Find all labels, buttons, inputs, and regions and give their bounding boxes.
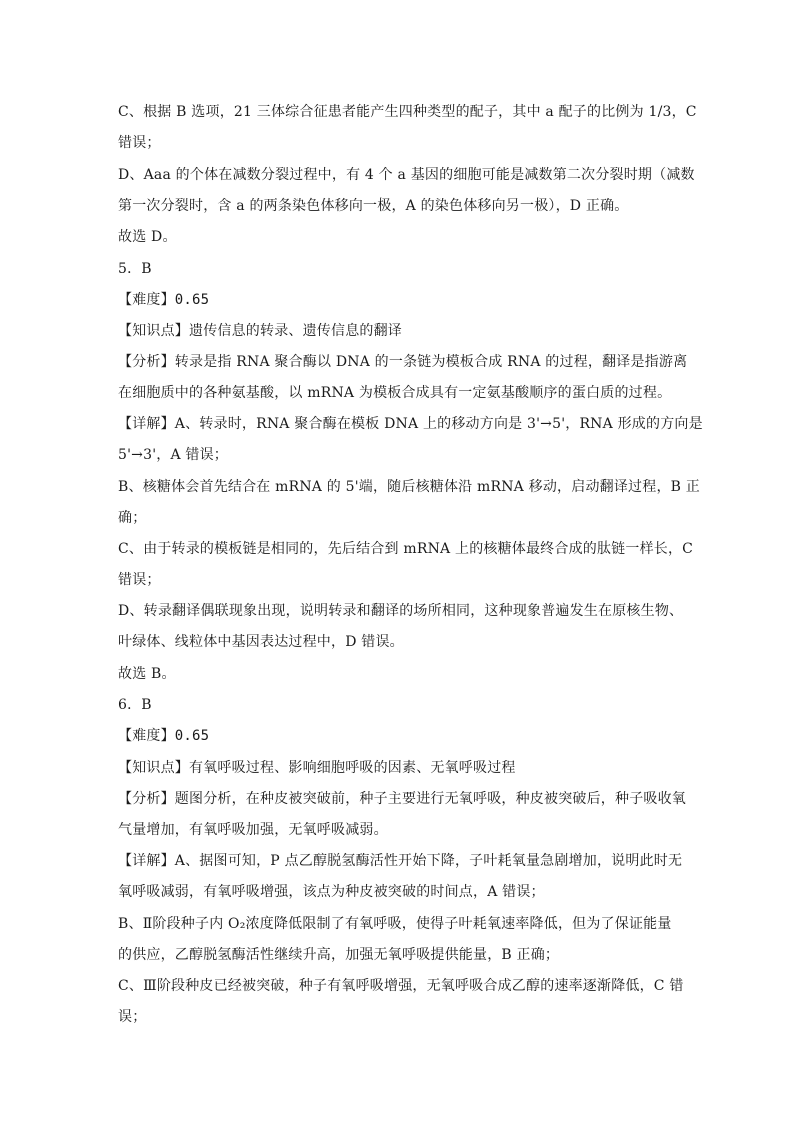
text-line: 在细胞质中的各种氨基酸，以 mRNA 为模板合成具有一定氨基酸顺序的蛋白质的过程。 (118, 385, 672, 401)
analysis-line: 【分析】题图分析，在种皮被突破前，种子主要进行无氧呼吸，种皮被突破后，种子吸收氧 (118, 791, 686, 807)
text-line: 故选 D。 (118, 229, 177, 245)
text-line: 确； (118, 510, 147, 526)
knowledge-point-line: 【知识点】遗传信息的转录、遗传信息的翻译 (118, 323, 402, 339)
text-line: 故选 B。 (118, 666, 176, 682)
detail-line: 【详解】A、据图可知，P 点乙醇脱氢酶活性开始下降，子叶耗氧量急剧增加，说明此时无 (118, 853, 683, 869)
question-number: 6．B (118, 697, 152, 713)
knowledge-point-line: 【知识点】有氧呼吸过程、影响细胞呼吸的因素、无氧呼吸过程 (118, 760, 516, 776)
difficulty-line: 【难度】0.65 (118, 728, 210, 744)
text-line: C、根据 B 选项，21 三体综合征患者能产生四种类型的配子，其中 a 配子的比例为 1/3，C (118, 104, 697, 120)
detail-line: 【详解】A、转录时，RNA 聚合酶在模板 DNA 上的移动方向是 3'→5'，RNA 形成的方向是 (118, 416, 703, 432)
text-line: 第一次分裂时，含 a 的两条染色体移向一极，A 的染色体移向另一极），D 正确。 (118, 198, 629, 214)
text-line: C、由于转录的模板链是相同的，先后结合到 mRNA 上的核糖体最终合成的肽链一样长，C (118, 541, 694, 557)
text-line: B、Ⅱ阶段种子内 O₂浓度降低限制了有氧呼吸，使得子叶耗氧速率降低，但为了保证能量 (118, 916, 672, 932)
analysis-line: 【分析】转录是指 RNA 聚合酶以 DNA 的一条链为模板合成 RNA 的过程，翻译是指游离 (118, 354, 688, 370)
text-line: 的供应，乙醇脱氢酶活性继续升高，加强无氧呼吸提供能量，B 正确； (118, 947, 560, 963)
text-line: D、Aaa 的个体在减数分裂过程中，有 4 个 a 基因的细胞可能是减数第二次分裂时期（减数 (118, 167, 695, 183)
text-line: B、核糖体会首先结合在 mRNA 的 5'端，随后核糖体沿 mRNA 移动，启动翻译过程，B 正 (118, 479, 700, 495)
question-number: 5．B (118, 261, 152, 277)
text-line: 错误； (118, 572, 161, 588)
text-line: 气量增加，有氧呼吸加强，无氧呼吸减弱。 (118, 822, 388, 838)
text-line: 氧呼吸减弱，有氧呼吸增强，该点为种皮被突破的时间点，A 错误； (118, 884, 545, 900)
text-line: D、转录翻译偶联现象出现，说明转录和翻译的场所相同，这种现象普遍发生在原核生物、 (118, 603, 684, 619)
text-line: 5'→3'，A 错误； (118, 447, 229, 463)
difficulty-line: 【难度】0.65 (118, 292, 210, 308)
text-line: 错误； (118, 135, 161, 151)
text-line: 叶绿体、线粒体中基因表达过程中，D 错误。 (118, 634, 404, 650)
text-line: 误； (118, 1009, 147, 1025)
text-line: C、Ⅲ阶段种皮已经被突破，种子有氧呼吸增强，无氧呼吸合成乙醇的速率逐渐降低，C 错 (118, 978, 684, 994)
